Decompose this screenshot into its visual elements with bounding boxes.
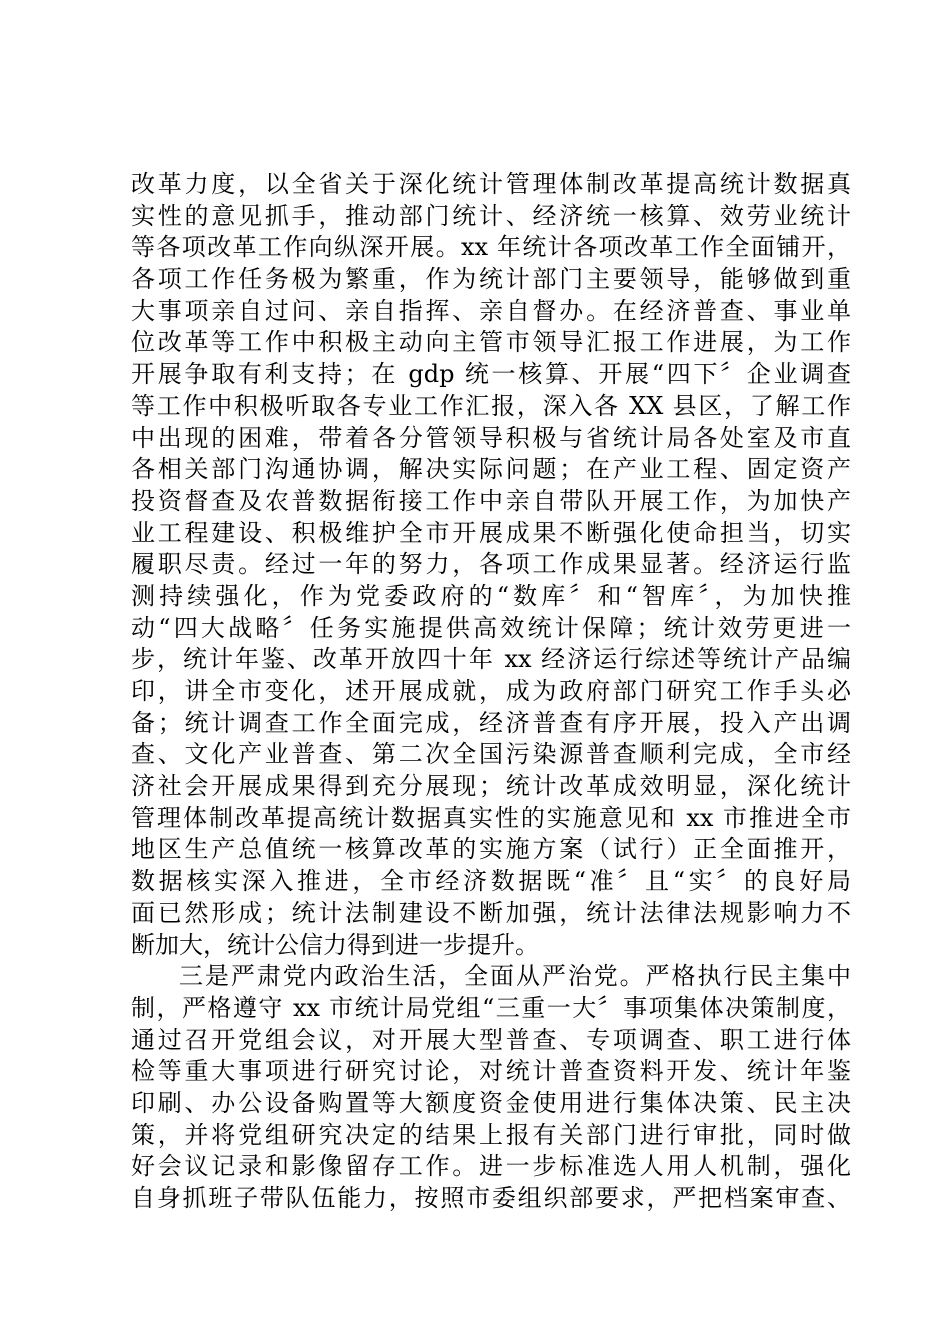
text-line: 管理体制改革提高统计数据真实性的实施意见和 xx 市推进全市 — [131, 803, 851, 832]
text-line: 实性的意见抓手，推动部门统计、经济统一核算、效劳业统计 — [131, 201, 851, 230]
text-line: 查、文化产业普查、第二次全国污染源普查顺利完成，全市经 — [131, 740, 851, 769]
body-text — [131, 169, 851, 1215]
text-line: 好会议记录和影像留存工作。进一步标准选人用人机制，强化 — [131, 1152, 851, 1181]
text-line: 等工作中积极听取各专业工作汇报，深入各 XX 县区，了解工作 — [131, 391, 851, 420]
text-line: 测持续强化，作为党委政府的“数库〞和“智库〞，为加快推 — [131, 581, 851, 610]
text-line: 各项工作任务极为繁重，作为统计部门主要领导，能够做到重 — [131, 265, 851, 294]
text-line: 策，并将党组研究决定的结果上报有关部门进行审批，同时做 — [131, 1120, 851, 1149]
text-line: 济社会开展成果得到充分展现；统计改革成效明显，深化统计 — [131, 772, 851, 801]
text-line: 制，严格遵守 xx 市统计局党组“三重一大〞事项集体决策制度， — [131, 993, 851, 1022]
text-line: 改革力度，以全省关于深化统计管理体制改革提高统计数据真 — [131, 170, 851, 198]
text-line: 开展争取有利支持；在 gdp 统一核算、开展“四下〞企业调查 — [131, 360, 851, 389]
text-line: 数据核实深入推进，全市经济数据既“准〞且“实〞的良好局 — [131, 867, 851, 896]
text-line: 备；统计调查工作全面完成，经济普查有序开展，投入产出调 — [131, 708, 851, 737]
text-line: 等各项改革工作向纵深开展。xx 年统计各项改革工作全面铺开， — [131, 233, 851, 262]
text-line: 中出现的困难，带着各分管领导积极与省统计局各处室及市直 — [131, 423, 851, 452]
text-line: 印，讲全市变化，述开展成就，成为政府部门研究工作手头必 — [131, 677, 851, 705]
text-line: 业工程建设、积极维护全市开展成果不断强化使命担当，切实 — [131, 518, 851, 547]
text-line: 步，统计年鉴、改革开放四十年 xx 经济运行综述等统计产品编 — [131, 645, 851, 674]
text-line: 动“四大战略〞任务实施提供高效统计保障；统计效劳更进一 — [131, 613, 851, 642]
text-line: 面已然形成；统计法制建设不断加强，统计法律法规影响力不 — [131, 898, 851, 927]
text-line: 通过召开党组会议，对开展大型普查、专项调查、职工进行体 — [131, 1025, 851, 1054]
text-line: 位改革等工作中积极主动向主管市领导汇报工作进展，为工作 — [131, 328, 851, 357]
text-line: 检等重大事项进行研究讨论，对统计普查资料开发、统计年鉴 — [131, 1057, 851, 1086]
text-line: 各相关部门沟通协调，解决实际问题；在产业工程、固定资产 — [131, 455, 851, 484]
text-line: 断加大，统计公信力得到进一步提升。 — [131, 930, 539, 959]
text-line: 投资督查及农普数据衔接工作中亲自带队开展工作，为加快产 — [131, 486, 851, 515]
text-line: 履职尽责。经过一年的努力，各项工作成果显著。经济运行监 — [131, 550, 851, 579]
text-line: 地区生产总值统一核算改革的实施方案（试行）正全面推开， — [131, 835, 851, 864]
text-line: 自身抓班子带队伍能力，按照市委组织部要求，严把档案审查、 — [131, 1184, 851, 1212]
text-line: 大事项亲自过问、亲自指挥、亲自督办。在经济普查、事业单 — [131, 296, 851, 325]
paragraph-2 — [131, 961, 851, 1215]
text-line: 印刷、办公设备购置等大额度资金使用进行集体决策、民主决 — [131, 1088, 851, 1117]
paragraph-1 — [131, 169, 851, 961]
text-line: 三是严肃党内政治生活，全面从严治党。严格执行民主集中 — [179, 962, 851, 991]
